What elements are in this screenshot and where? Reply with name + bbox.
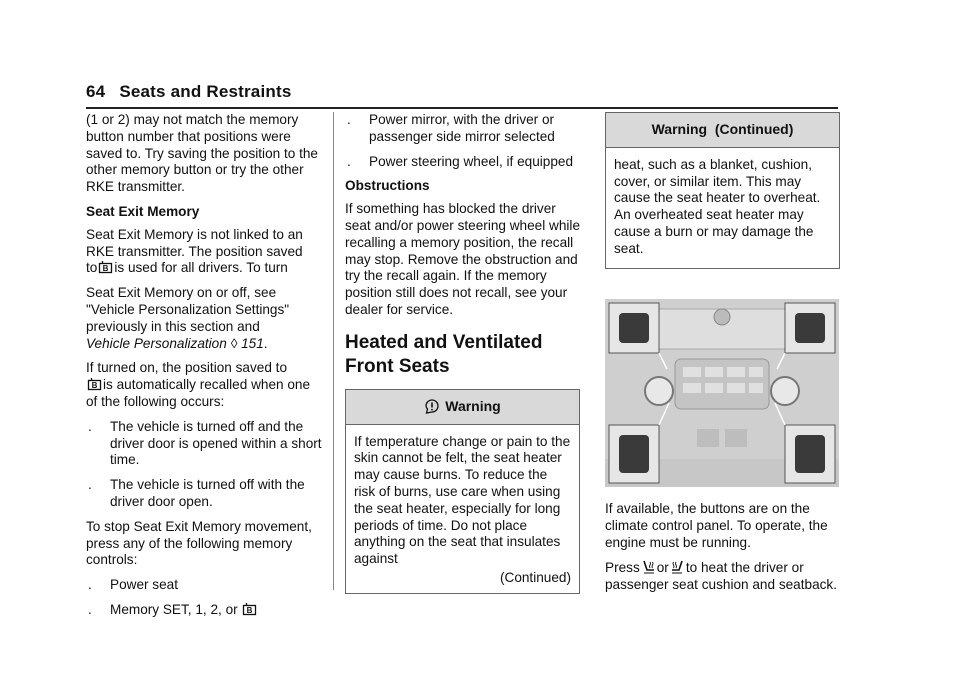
column-3 [605,112,840,601]
list-item: . Power mirror, with the driver or passenger side mirror selected [347,112,555,144]
page-title [86,82,838,102]
memory-b-icon [98,260,113,275]
driver-seat-heat-icon [641,560,656,575]
warning-box [345,389,580,594]
column-1 [86,112,324,627]
warning-box-continued [605,112,840,269]
list-item: . Power seat [88,577,179,593]
subheading-obstructions: Obstructions [345,178,430,194]
page-header [86,82,838,109]
continued-label: (Continued) [499,569,571,585]
paragraph: To stop Seat Exit Memory movement, press any of the following memory controls: [86,518,312,568]
paragraph: If something has blocked the driver seat and/or power steering wheel while recalling a memory position, the recall may stop. Remove the obstruction and try the recall again. If the memory position still does not recall, see your dealer for service. [345,201,581,317]
warning-title: Warning [445,397,501,414]
warning-header [606,113,839,148]
list-item: . The vehicle is turned off with the driver door open. [88,477,305,509]
column-divider [333,112,334,590]
section-title: Seats and Restraints [119,82,292,101]
list-item: . Memory SET, 1, 2, or [86,602,324,619]
header-rule [86,107,838,109]
passenger-seat-heat-icon [670,560,685,575]
paragraph: Seat Exit Memory is not linked to an RKE transmitter. The position saved to is used for all drivers. To turn [86,226,303,276]
list-item: . Power steering wheel, if equipped [347,153,574,169]
warning-icon [424,399,440,414]
page-number: 64 [86,82,106,101]
warning-body: heat, such as a blanket, cushion, cover, or similar item. This may cause the seat heater to overheat. An overheated seat heater may cause a burn or may damage the seat. [614,156,821,256]
warning-title: Warning (Continued) [651,121,794,137]
memory-b-icon [87,377,102,392]
figure-caption: If available, the buttons are on the climate control panel. To operate, the engine must be running. [605,501,828,550]
paragraph: Press or to heat the driver or passenger seat cushion and seatback. [605,559,838,592]
xref-vehicle-personalization[interactable]: Vehicle Personalization ◊ 151 [86,335,264,351]
subheading-seat-exit-memory: Seat Exit Memory [86,203,200,219]
paragraph: (1 or 2) may not match the memory button number that positions were saved to. Try saving the position to the other memory button or try the other RKE transmitter. [86,112,318,195]
warning-header [346,390,579,425]
section-heading: Heated and Ventilated Front Seats [345,331,543,377]
warning-body: If temperature change or pain to the skin cannot be felt, the seat heater may cause burns. To reduce the risk of burns, use care when using the seat heater, especially for long periods of time. Do not place anything on the seat that insulates against (Continued) [354,433,571,585]
column-2 [345,112,580,594]
climate-control-panel-figure [605,299,839,487]
list-item: . The vehicle is turned off and the driver door is opened within a short time. [88,418,322,468]
paragraph: Seat Exit Memory on or off, see "Vehicle Personalization Settings" previously in this section and Vehicle Personalization ◊ 151. [86,285,290,351]
memory-b-icon [242,602,257,617]
paragraph: If turned on, the position saved to is automatically recalled when one of the following occurs: [86,360,311,409]
